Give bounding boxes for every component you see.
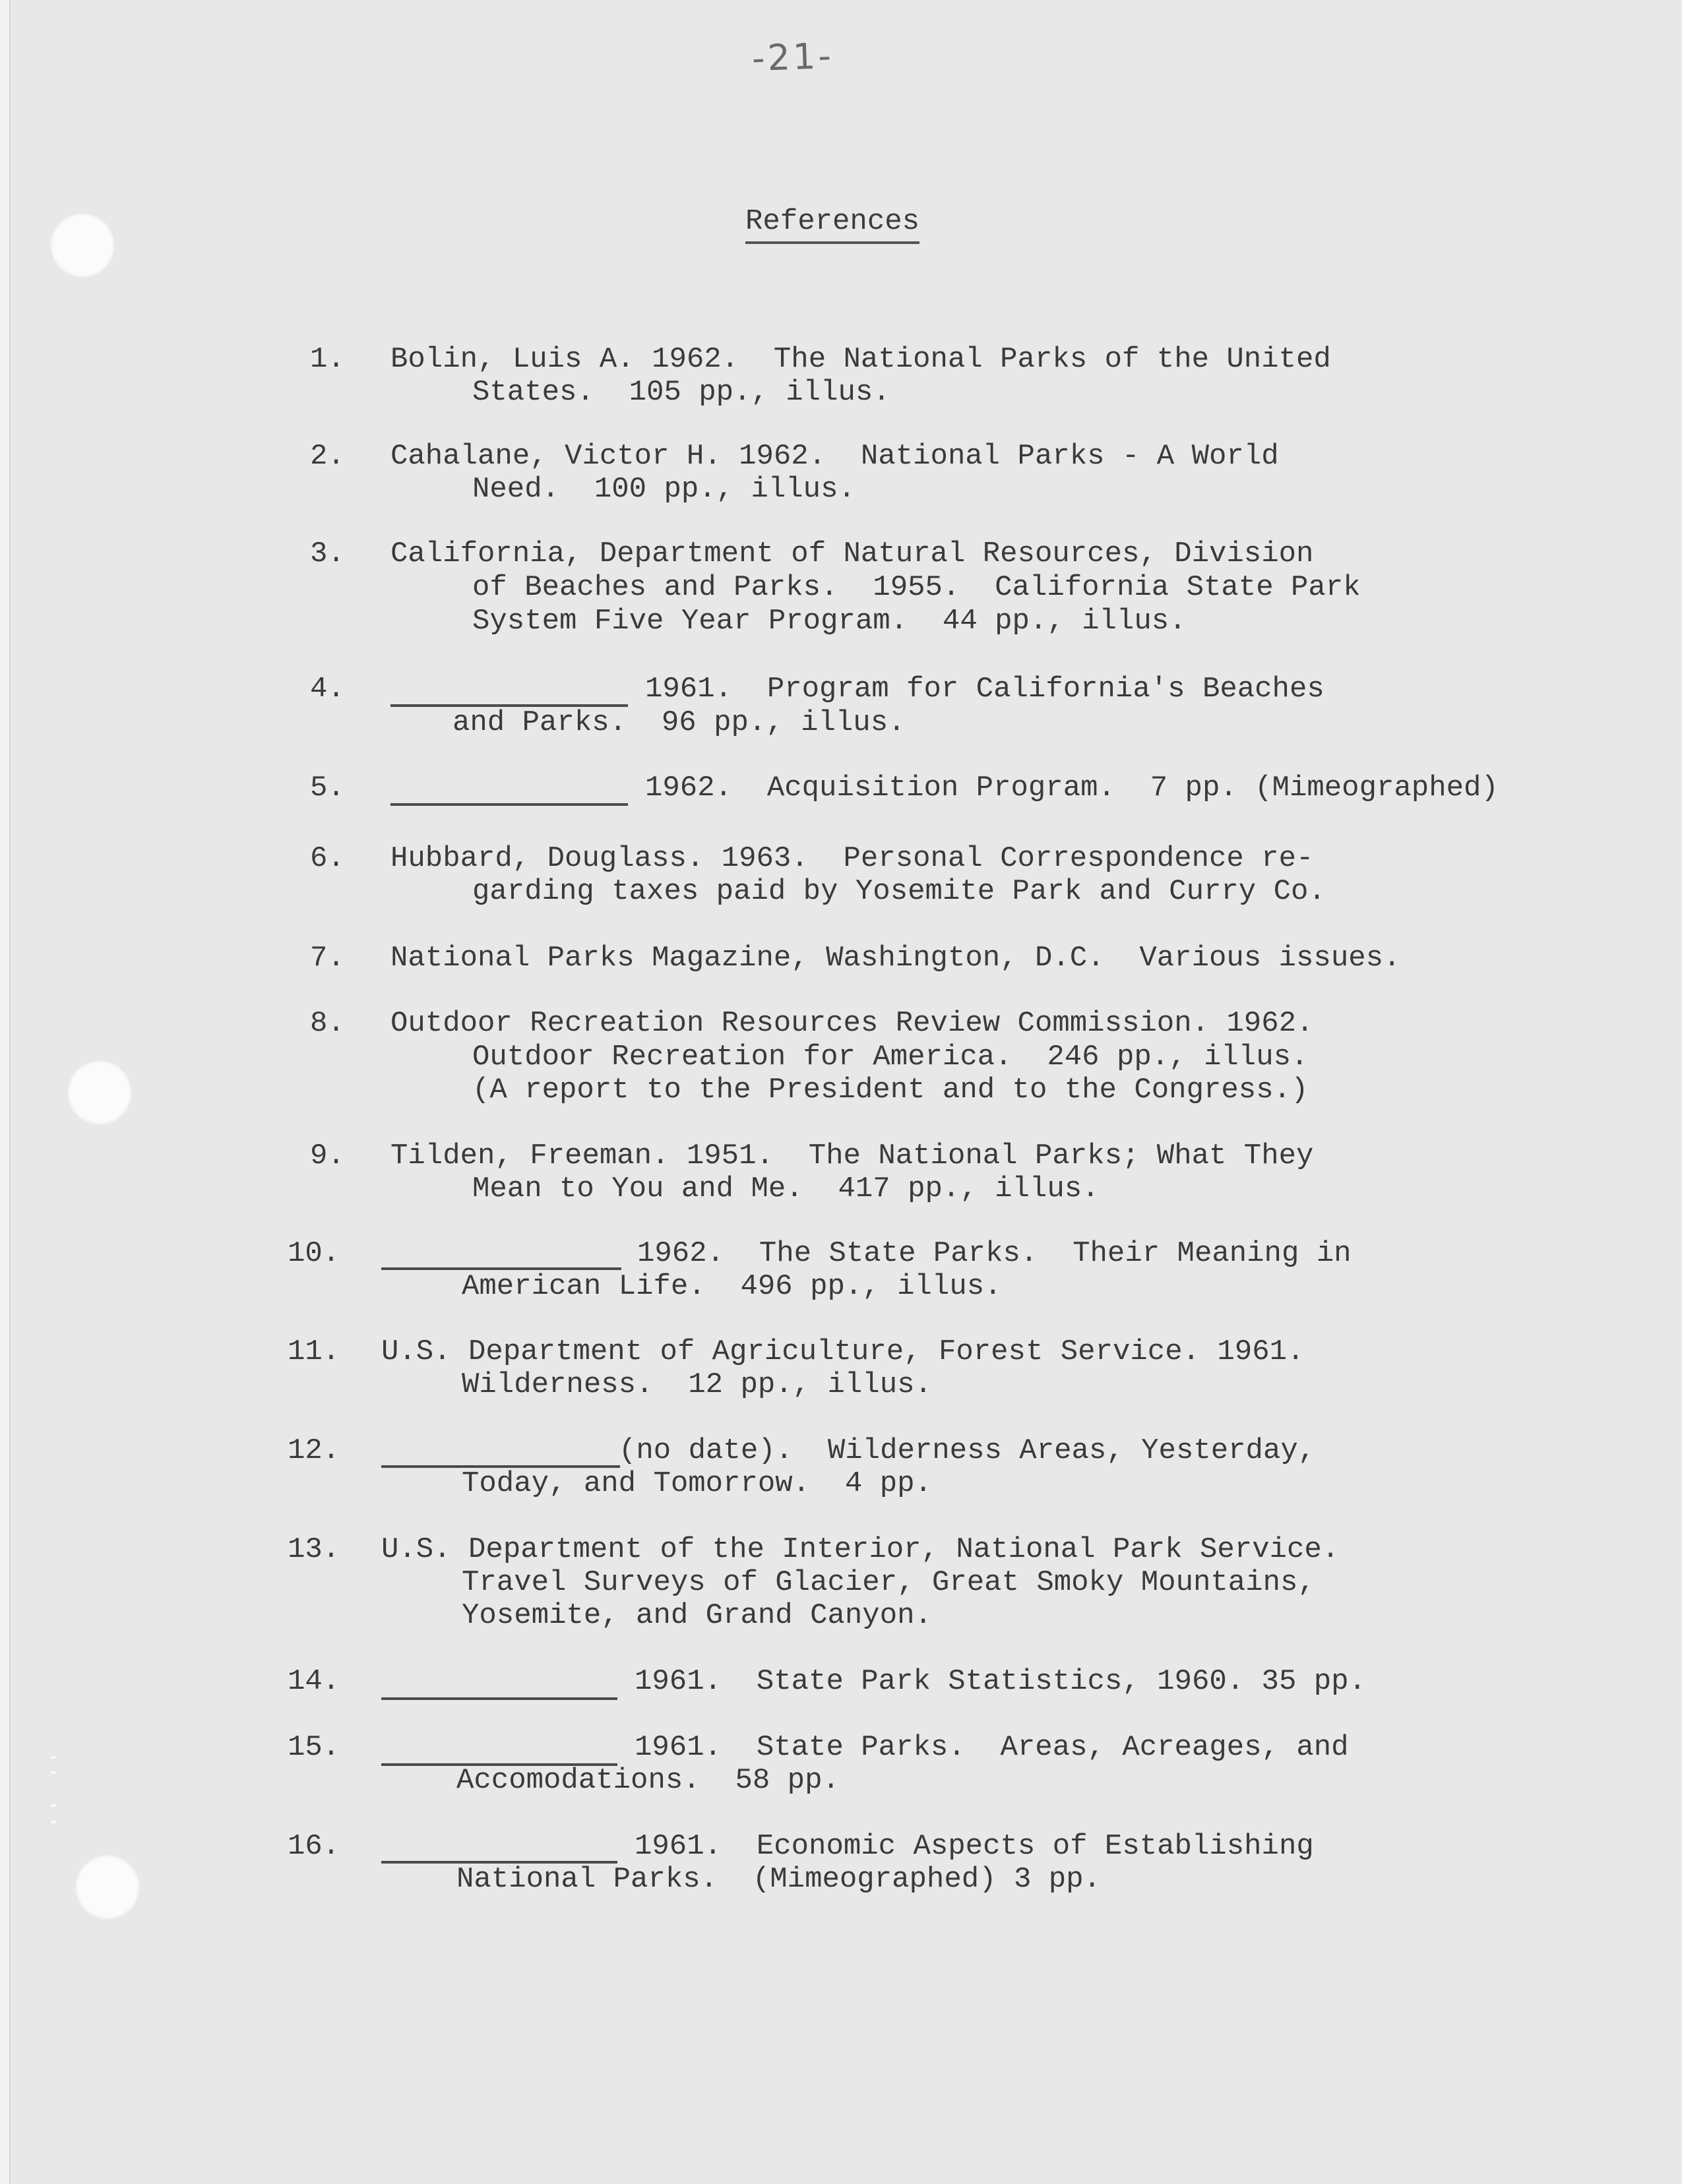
reference-number: 10. — [288, 1237, 340, 1270]
reference-line: System Five Year Program. 44 pp., illus. — [472, 605, 1187, 638]
reference-number: 16. — [288, 1830, 340, 1863]
reference-line: Bolin, Luis A. 1962. The National Parks of the United — [390, 343, 1331, 376]
reference-line: Hubbard, Douglass. 1963. Personal Correspondence re- — [390, 842, 1314, 875]
reference-line: Need. 100 pp., illus. — [472, 473, 856, 506]
reference-line: 1961. State Parks. Areas, Acreages, and — [635, 1731, 1349, 1764]
reference-number: 1. — [310, 343, 345, 376]
page-left-edge — [0, 0, 11, 2184]
author-repeat-line — [381, 1697, 617, 1700]
page-title: References — [745, 204, 919, 244]
reference-line: Today, and Tomorrow. 4 pp. — [462, 1467, 932, 1500]
reference-line: Mean to You and Me. 417 pp., illus. — [472, 1172, 1100, 1205]
reference-line: National Parks. (Mimeographed) 3 pp. — [456, 1863, 1101, 1896]
reference-line: American Life. 496 pp., illus. — [462, 1270, 1002, 1303]
reference-number: 11. — [288, 1335, 340, 1368]
reference-line: Wilderness. 12 pp., illus. — [462, 1368, 932, 1401]
punch-hole-top — [50, 213, 115, 278]
reference-line: National Parks Magazine, Washington, D.C. Various issues. — [390, 942, 1401, 975]
paper-mark — [50, 1804, 57, 1807]
paper-mark — [50, 1771, 57, 1774]
reference-number: 6. — [310, 842, 345, 875]
punch-hole-bottom — [75, 1855, 140, 1920]
reference-number: 5. — [310, 772, 345, 804]
page-number: -21- — [751, 34, 834, 80]
reference-number: 2. — [310, 440, 345, 473]
reference-line: 1961. Program for California's Beaches — [645, 673, 1324, 706]
reference-number: 13. — [288, 1533, 340, 1566]
reference-line: U.S. Department of Agriculture, Forest Service. 1961. — [381, 1335, 1305, 1368]
reference-number: 15. — [288, 1731, 340, 1764]
reference-line: Travel Surveys of Glacier, Great Smoky Mountains, — [462, 1566, 1315, 1599]
reference-line: 1961. Economic Aspects of Establishing — [635, 1830, 1314, 1863]
reference-line: garding taxes paid by Yosemite Park and Curry Co. — [472, 875, 1326, 908]
reference-line: of Beaches and Parks. 1955. California State Park — [472, 571, 1361, 604]
author-repeat-line — [390, 803, 628, 806]
reference-number: 8. — [310, 1007, 345, 1040]
reference-line: California, Department of Natural Resources, Division — [390, 537, 1314, 570]
reference-line: 1961. State Park Statistics, 1960. 35 pp. — [635, 1665, 1366, 1698]
reference-line: U.S. Department of the Interior, National Park Service. — [381, 1533, 1340, 1566]
paper-mark — [50, 1755, 57, 1759]
reference-line: 1962. Acquisition Program. 7 pp. (Mimeographed) — [645, 772, 1499, 804]
reference-line: 1962. The State Parks. Their Meaning in — [637, 1237, 1352, 1270]
reference-line: Cahalane, Victor H. 1962. National Parks - A World — [390, 440, 1279, 473]
punch-hole-middle — [67, 1060, 132, 1125]
paper-mark — [50, 1820, 57, 1824]
reference-line: Outdoor Recreation Resources Review Commission. 1962. — [390, 1007, 1314, 1040]
reference-number: 9. — [310, 1139, 345, 1172]
reference-number: 4. — [310, 673, 345, 706]
reference-number: 3. — [310, 537, 345, 570]
reference-line: and Parks. 96 pp., illus. — [452, 706, 906, 739]
reference-number: 12. — [288, 1434, 340, 1467]
reference-line: (no date). Wilderness Areas, Yesterday, — [619, 1434, 1316, 1467]
reference-number: 7. — [310, 942, 345, 975]
reference-line: (A report to the President and to the Congress.) — [472, 1074, 1309, 1107]
reference-line: Yosemite, and Grand Canyon. — [462, 1599, 932, 1632]
reference-line: Accomodations. 58 pp. — [456, 1764, 840, 1797]
reference-number: 14. — [288, 1665, 340, 1698]
reference-line: Outdoor Recreation for America. 246 pp., illus. — [472, 1041, 1309, 1074]
reference-line: States. 105 pp., illus. — [472, 376, 890, 409]
reference-line: Tilden, Freeman. 1951. The National Parks; What They — [390, 1139, 1314, 1172]
